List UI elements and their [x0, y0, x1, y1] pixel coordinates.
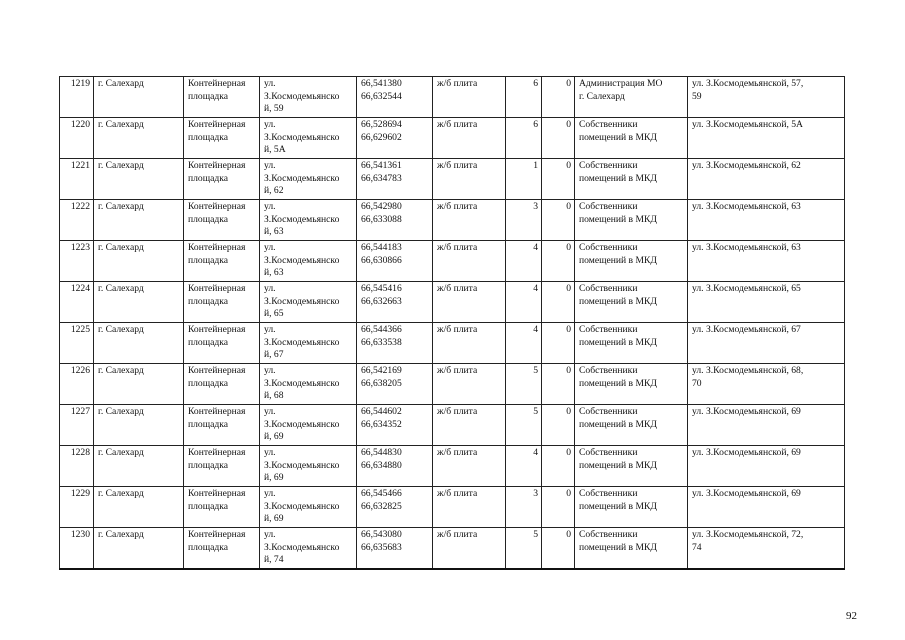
owner-cell-line: помещений в МКД — [579, 459, 657, 471]
owner-cell-line: помещений в МКД — [579, 213, 657, 225]
volume-cell: 0 — [542, 118, 575, 159]
source-address-cell-line: ул. З.Космодемьянской, 65 — [692, 283, 801, 294]
address-cell-line: ул. — [264, 529, 276, 540]
coordinates-cell-line: 66,544602 — [361, 406, 402, 417]
owner-cell-line: Собственники — [579, 488, 638, 499]
container-count-cell: 5 — [506, 364, 542, 405]
source-address-cell-line: ул. З.Космодемьянской, 63 — [692, 242, 801, 253]
container-count-cell: 3 — [506, 200, 542, 241]
source-address-cell — [688, 241, 845, 282]
address-cell — [260, 77, 357, 118]
coordinates-cell-line: 66,632544 — [361, 90, 402, 102]
source-address-cell-line: 70 — [692, 377, 702, 389]
container-count-cell: 5 — [506, 405, 542, 446]
address-cell — [260, 528, 357, 570]
address-cell — [260, 446, 357, 487]
table-row — [60, 118, 845, 159]
source-address-cell — [688, 200, 845, 241]
surface-cell: ж/б плита — [433, 364, 506, 405]
source-address-cell-line: 59 — [692, 90, 702, 102]
coordinates-cell-line: 66,541380 — [361, 78, 402, 89]
address-cell-line: ул. — [264, 406, 276, 417]
city-cell: г. Салехард — [94, 446, 184, 487]
coordinates-cell-line: 66,630866 — [361, 254, 402, 266]
site-type-cell: Контейнерная площадка — [184, 282, 260, 323]
owner-cell-line: Собственники — [579, 365, 638, 376]
surface-cell: ж/б плита — [433, 446, 506, 487]
address-cell — [260, 200, 357, 241]
address-cell-line: ул. — [264, 242, 276, 253]
address-cell-line: З.Космодемьянско — [264, 336, 340, 348]
source-address-cell-line: ул. З.Космодемьянской, 72, — [692, 529, 804, 540]
source-address-cell-line: ул. З.Космодемьянской, 68, — [692, 365, 804, 376]
owner-cell-line: Собственники — [579, 119, 638, 130]
city-cell: г. Салехард — [94, 200, 184, 241]
owner-cell-line: помещений в МКД — [579, 377, 657, 389]
coordinates-cell-line: 66,635683 — [361, 541, 402, 553]
volume-cell: 0 — [542, 282, 575, 323]
row-number: 1230 — [60, 528, 94, 570]
volume-cell: 0 — [542, 200, 575, 241]
container-count-cell: 4 — [506, 323, 542, 364]
surface-cell: ж/б плита — [433, 405, 506, 446]
city-cell: г. Салехард — [94, 528, 184, 570]
address-cell — [260, 364, 357, 405]
source-address-cell-line: 74 — [692, 541, 702, 553]
site-type-cell: Контейнерная площадка — [184, 159, 260, 200]
volume-cell: 0 — [542, 323, 575, 364]
source-address-cell-line: ул. З.Космодемьянской, 67 — [692, 324, 801, 335]
container-count-cell: 6 — [506, 77, 542, 118]
address-cell-line: З.Космодемьянско — [264, 213, 340, 225]
container-count-cell: 1 — [506, 159, 542, 200]
address-cell-line: З.Космодемьянско — [264, 131, 340, 143]
city-cell: г. Салехард — [94, 159, 184, 200]
coordinates-cell-line: 66,545416 — [361, 283, 402, 294]
surface-cell: ж/б плита — [433, 323, 506, 364]
site-type-cell: Контейнерная площадка — [184, 528, 260, 570]
owner-cell-line: Собственники — [579, 242, 638, 253]
source-address-cell-line: ул. З.Космодемьянской, 63 — [692, 201, 801, 212]
owner-cell-line: помещений в МКД — [579, 295, 657, 307]
table-body — [60, 77, 845, 570]
table-row — [60, 323, 845, 364]
address-cell — [260, 405, 357, 446]
owner-cell — [575, 528, 688, 570]
source-address-cell-line: ул. З.Космодемьянской, 5А — [692, 119, 803, 130]
coordinates-cell-line: 66,543080 — [361, 529, 402, 540]
coordinates-cell-line: 66,634352 — [361, 418, 402, 430]
container-count-cell: 4 — [506, 241, 542, 282]
owner-cell-line: помещений в МКД — [579, 541, 657, 553]
coordinates-cell-line: 66,638205 — [361, 377, 402, 389]
owner-cell — [575, 241, 688, 282]
source-address-cell — [688, 405, 845, 446]
coordinates-cell — [357, 405, 433, 446]
table-row — [60, 200, 845, 241]
surface-cell: ж/б плита — [433, 282, 506, 323]
site-type-cell: Контейнерная площадка — [184, 364, 260, 405]
coordinates-cell-line: 66,542980 — [361, 201, 402, 212]
surface-cell: ж/б плита — [433, 241, 506, 282]
address-cell-line: й, 5А — [264, 144, 286, 155]
owner-cell-line: помещений в МКД — [579, 172, 657, 184]
table-row — [60, 487, 845, 528]
volume-cell: 0 — [542, 446, 575, 487]
site-type-cell: Контейнерная площадка — [184, 446, 260, 487]
surface-cell: ж/б плита — [433, 528, 506, 570]
owner-cell — [575, 364, 688, 405]
source-address-cell — [688, 323, 845, 364]
row-number: 1219 — [60, 77, 94, 118]
container-count-cell: 4 — [506, 282, 542, 323]
volume-cell: 0 — [542, 159, 575, 200]
row-number: 1227 — [60, 405, 94, 446]
owner-cell — [575, 159, 688, 200]
address-cell-line: ул. — [264, 488, 276, 499]
address-cell-line: З.Космодемьянско — [264, 377, 340, 389]
owner-cell-line: г. Салехард — [579, 90, 625, 102]
address-cell-line: З.Космодемьянско — [264, 172, 340, 184]
volume-cell: 0 — [542, 241, 575, 282]
table-row — [60, 77, 845, 118]
coordinates-cell-line: 66,634880 — [361, 459, 402, 471]
table-row — [60, 364, 845, 405]
address-cell-line: й, 74 — [264, 554, 284, 565]
container-count-cell: 5 — [506, 528, 542, 570]
container-count-cell: 4 — [506, 446, 542, 487]
address-cell-line: ул. — [264, 447, 276, 458]
owner-cell-line: Собственники — [579, 160, 638, 171]
source-address-cell — [688, 446, 845, 487]
source-address-cell — [688, 487, 845, 528]
owner-cell-line: помещений в МКД — [579, 418, 657, 430]
address-cell-line: ул. — [264, 283, 276, 294]
coordinates-cell-line: 66,634783 — [361, 172, 402, 184]
site-type-cell: Контейнерная площадка — [184, 118, 260, 159]
city-cell: г. Салехард — [94, 77, 184, 118]
owner-cell-line: помещений в МКД — [579, 131, 657, 143]
coordinates-cell — [357, 446, 433, 487]
address-cell-line: ул. — [264, 201, 276, 212]
coordinates-cell-line: 66,633088 — [361, 213, 402, 225]
owner-cell — [575, 77, 688, 118]
coordinates-cell-line: 66,633538 — [361, 336, 402, 348]
table-row — [60, 528, 845, 570]
owner-cell-line: Собственники — [579, 529, 638, 540]
city-cell: г. Салехард — [94, 282, 184, 323]
volume-cell: 0 — [542, 77, 575, 118]
owner-cell-line: помещений в МКД — [579, 336, 657, 348]
coordinates-cell-line: 66,544366 — [361, 324, 402, 335]
source-address-cell — [688, 282, 845, 323]
city-cell: г. Салехард — [94, 323, 184, 364]
surface-cell: ж/б плита — [433, 487, 506, 528]
coordinates-cell — [357, 528, 433, 570]
address-cell-line: й, 63 — [264, 226, 284, 237]
owner-cell — [575, 446, 688, 487]
address-cell-line: ул. — [264, 160, 276, 171]
source-address-cell-line: ул. З.Космодемьянской, 57, — [692, 78, 804, 89]
table-row — [60, 405, 845, 446]
city-cell: г. Салехард — [94, 405, 184, 446]
city-cell: г. Салехард — [94, 241, 184, 282]
coordinates-cell — [357, 323, 433, 364]
address-cell-line: ул. — [264, 365, 276, 376]
address-cell-line: й, 59 — [264, 103, 284, 114]
site-type-cell: Контейнерная площадка — [184, 405, 260, 446]
owner-cell-line: помещений в МКД — [579, 500, 657, 512]
source-address-cell-line: ул. З.Космодемьянской, 69 — [692, 488, 801, 499]
coordinates-cell — [357, 282, 433, 323]
owner-cell — [575, 118, 688, 159]
coordinates-cell — [357, 364, 433, 405]
row-number: 1220 — [60, 118, 94, 159]
coordinates-cell-line: 66,544830 — [361, 447, 402, 458]
owner-cell-line: Собственники — [579, 324, 638, 335]
coordinates-cell-line: 66,632825 — [361, 500, 402, 512]
container-count-cell: 6 — [506, 118, 542, 159]
coordinates-cell — [357, 118, 433, 159]
surface-cell: ж/б плита — [433, 77, 506, 118]
coordinates-cell — [357, 200, 433, 241]
coordinates-cell — [357, 241, 433, 282]
address-cell-line: й, 65 — [264, 308, 284, 319]
address-cell — [260, 241, 357, 282]
site-type-cell: Контейнерная площадка — [184, 487, 260, 528]
owner-cell — [575, 282, 688, 323]
source-address-cell — [688, 77, 845, 118]
source-address-cell-line: ул. З.Космодемьянской, 69 — [692, 406, 801, 417]
row-number: 1229 — [60, 487, 94, 528]
page-number: 92 — [846, 610, 857, 622]
table-row — [60, 282, 845, 323]
row-number: 1224 — [60, 282, 94, 323]
coordinates-cell-line: 66,632663 — [361, 295, 402, 307]
row-number: 1226 — [60, 364, 94, 405]
volume-cell: 0 — [542, 364, 575, 405]
address-cell-line: ул. — [264, 119, 276, 130]
coordinates-cell — [357, 487, 433, 528]
coordinates-cell-line: 66,544183 — [361, 242, 402, 253]
coordinates-cell-line: 66,542169 — [361, 365, 402, 376]
owner-cell — [575, 323, 688, 364]
city-cell: г. Салехард — [94, 487, 184, 528]
address-cell-line: З.Космодемьянско — [264, 500, 340, 512]
coordinates-cell — [357, 77, 433, 118]
table-row — [60, 241, 845, 282]
address-cell — [260, 487, 357, 528]
owner-cell-line: Собственники — [579, 406, 638, 417]
address-cell-line: й, 69 — [264, 431, 284, 442]
surface-cell: ж/б плита — [433, 118, 506, 159]
source-address-cell — [688, 118, 845, 159]
surface-cell: ж/б плита — [433, 200, 506, 241]
owner-cell — [575, 405, 688, 446]
city-cell: г. Салехард — [94, 364, 184, 405]
coordinates-cell-line: 66,541361 — [361, 160, 402, 171]
owner-cell-line: помещений в МКД — [579, 254, 657, 266]
coordinates-cell-line: 66,629602 — [361, 131, 402, 143]
address-cell — [260, 159, 357, 200]
row-number: 1222 — [60, 200, 94, 241]
site-type-cell: Контейнерная площадка — [184, 77, 260, 118]
owner-cell-line: Собственники — [579, 201, 638, 212]
owner-cell-line: Собственники — [579, 283, 638, 294]
address-cell-line: й, 63 — [264, 267, 284, 278]
row-number: 1225 — [60, 323, 94, 364]
address-cell-line: З.Космодемьянско — [264, 459, 340, 471]
site-type-cell: Контейнерная площадка — [184, 241, 260, 282]
address-cell-line: й, 69 — [264, 513, 284, 524]
address-cell-line: З.Космодемьянско — [264, 541, 340, 553]
address-cell-line: З.Космодемьянско — [264, 90, 340, 102]
owner-cell — [575, 487, 688, 528]
address-cell-line: З.Космодемьянско — [264, 295, 340, 307]
address-cell-line: й, 62 — [264, 185, 284, 196]
surface-cell: ж/б плита — [433, 159, 506, 200]
source-address-cell-line: ул. З.Космодемьянской, 69 — [692, 447, 801, 458]
source-address-cell-line: ул. З.Космодемьянской, 62 — [692, 160, 801, 171]
city-cell: г. Салехард — [94, 118, 184, 159]
owner-cell — [575, 200, 688, 241]
coordinates-cell-line: 66,545466 — [361, 488, 402, 499]
address-cell-line: З.Космодемьянско — [264, 254, 340, 266]
coordinates-cell-line: 66,528694 — [361, 119, 402, 130]
volume-cell: 0 — [542, 405, 575, 446]
source-address-cell — [688, 528, 845, 570]
address-cell-line: й, 67 — [264, 349, 284, 360]
row-number: 1223 — [60, 241, 94, 282]
address-cell — [260, 323, 357, 364]
address-cell-line: й, 68 — [264, 390, 284, 401]
coordinates-cell — [357, 159, 433, 200]
address-cell-line: З.Космодемьянско — [264, 418, 340, 430]
row-number: 1228 — [60, 446, 94, 487]
address-cell-line: ул. — [264, 78, 276, 89]
address-cell-line: й, 69 — [264, 472, 284, 483]
address-cell — [260, 282, 357, 323]
volume-cell: 0 — [542, 528, 575, 570]
table-row — [60, 446, 845, 487]
volume-cell: 0 — [542, 487, 575, 528]
site-type-cell: Контейнерная площадка — [184, 200, 260, 241]
source-address-cell — [688, 159, 845, 200]
container-count-cell: 3 — [506, 487, 542, 528]
owner-cell-line: Собственники — [579, 447, 638, 458]
source-address-cell — [688, 364, 845, 405]
address-cell-line: ул. — [264, 324, 276, 335]
row-number: 1221 — [60, 159, 94, 200]
address-cell — [260, 118, 357, 159]
site-type-cell: Контейнерная площадка — [184, 323, 260, 364]
owner-cell-line: Администрация МО — [579, 78, 663, 89]
registry-table — [59, 76, 845, 570]
table-row — [60, 159, 845, 200]
